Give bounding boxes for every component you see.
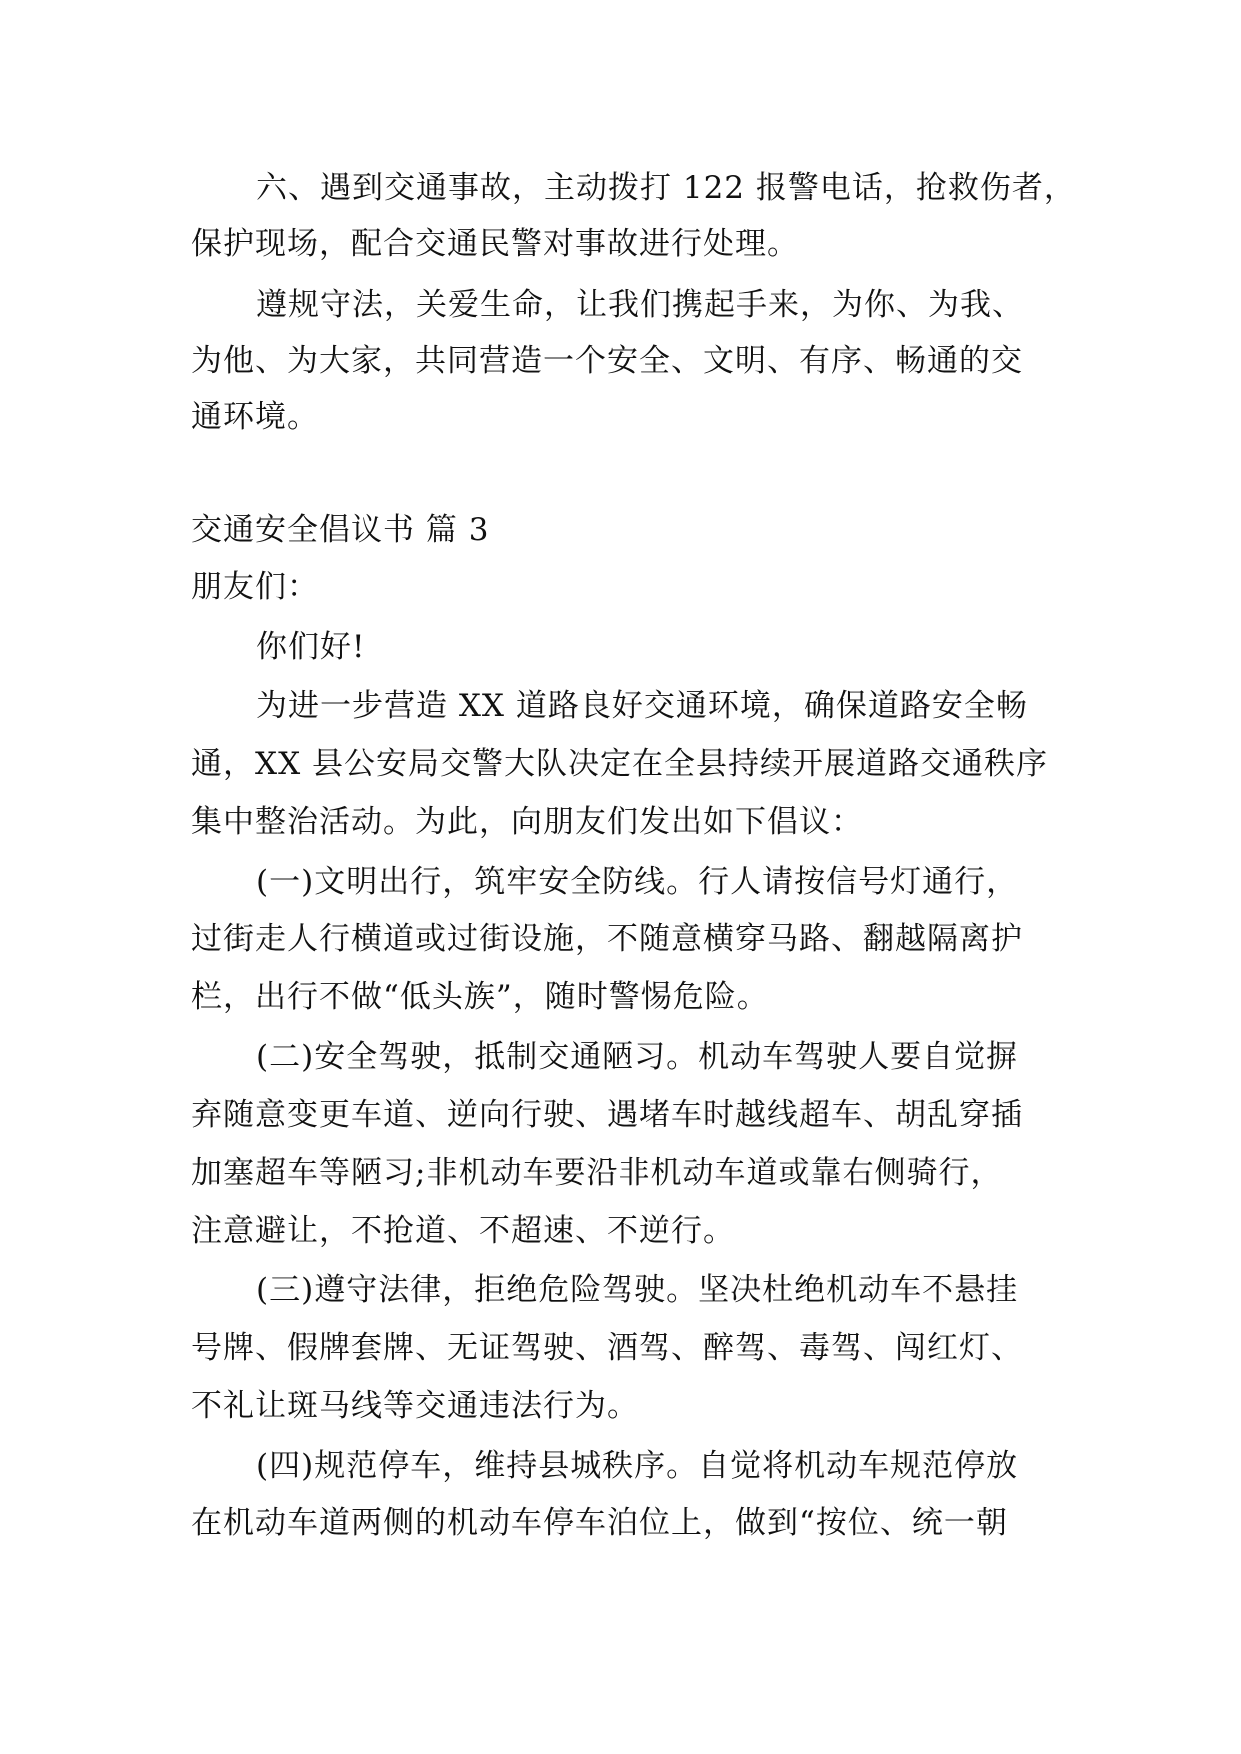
item-one-line-2: 过街走人行横道或过街设施，不随意横穿马路、翻越隔离护: [191, 921, 1023, 957]
closing-paragraph-line-3: 通环境。: [191, 399, 319, 435]
intro-line-1: 为进一步营造 XX 道路良好交通环境，确保道路安全畅: [256, 688, 1028, 724]
item-two-line-4: 注意避让，不抢道、不超速、不逆行。: [191, 1213, 735, 1249]
item-three-line-1: (三)遵守法律，拒绝危险驾驶。坚决杜绝机动车不悬挂: [256, 1272, 1019, 1308]
item-two-line-2: 弃随意变更车道、逆向行驶、遇堵车时越线超车、胡乱穿插: [191, 1097, 1023, 1133]
closing-paragraph-line-2: 为他、为大家，共同营造一个安全、文明、有序、畅通的交: [191, 343, 1023, 379]
item-two-line-1: (二)安全驾驶，抵制交通陋习。机动车驾驶人要自觉摒: [256, 1039, 1019, 1075]
intro-line-2: 通，XX 县公安局交警大队决定在全县持续开展道路交通秩序: [191, 746, 1048, 782]
item-one-line-3: 栏，出行不做“低头族”，随时警惕危险。: [191, 979, 769, 1015]
salutation: 朋友们：: [191, 569, 319, 605]
item-three-line-2: 号牌、假牌套牌、无证驾驶、酒驾、醉驾、毒驾、闯红灯、: [191, 1330, 1023, 1366]
item-four-line-2: 在机动车道两侧的机动车停车泊位上，做到“按位、统一朝: [191, 1505, 1008, 1541]
item-one-line-1: (一)文明出行，筑牢安全防线。行人请按信号灯通行，: [256, 864, 1019, 900]
greeting: 你们好!: [256, 629, 366, 665]
section-title: 交通安全倡议书 篇 3: [191, 512, 490, 548]
paragraph-six-line-2: 保护现场，配合交通民警对事故进行处理。: [191, 226, 799, 262]
intro-line-3: 集中整治活动。为此，向朋友们发出如下倡议：: [191, 804, 863, 840]
item-three-line-3: 不礼让斑马线等交通违法行为。: [191, 1388, 639, 1424]
closing-paragraph-line-1: 遵规守法，关爱生命，让我们携起手来，为你、为我、: [256, 287, 1024, 323]
item-four-line-1: (四)规范停车，维持县城秩序。自觉将机动车规范停放: [256, 1448, 1019, 1484]
item-two-line-3: 加塞超车等陋习;非机动车要沿非机动车道或靠右侧骑行，: [191, 1155, 1003, 1191]
paragraph-six-line-1: 六、遇到交通事故，主动拨打 122 报警电话，抢救伤者，: [256, 170, 1076, 206]
